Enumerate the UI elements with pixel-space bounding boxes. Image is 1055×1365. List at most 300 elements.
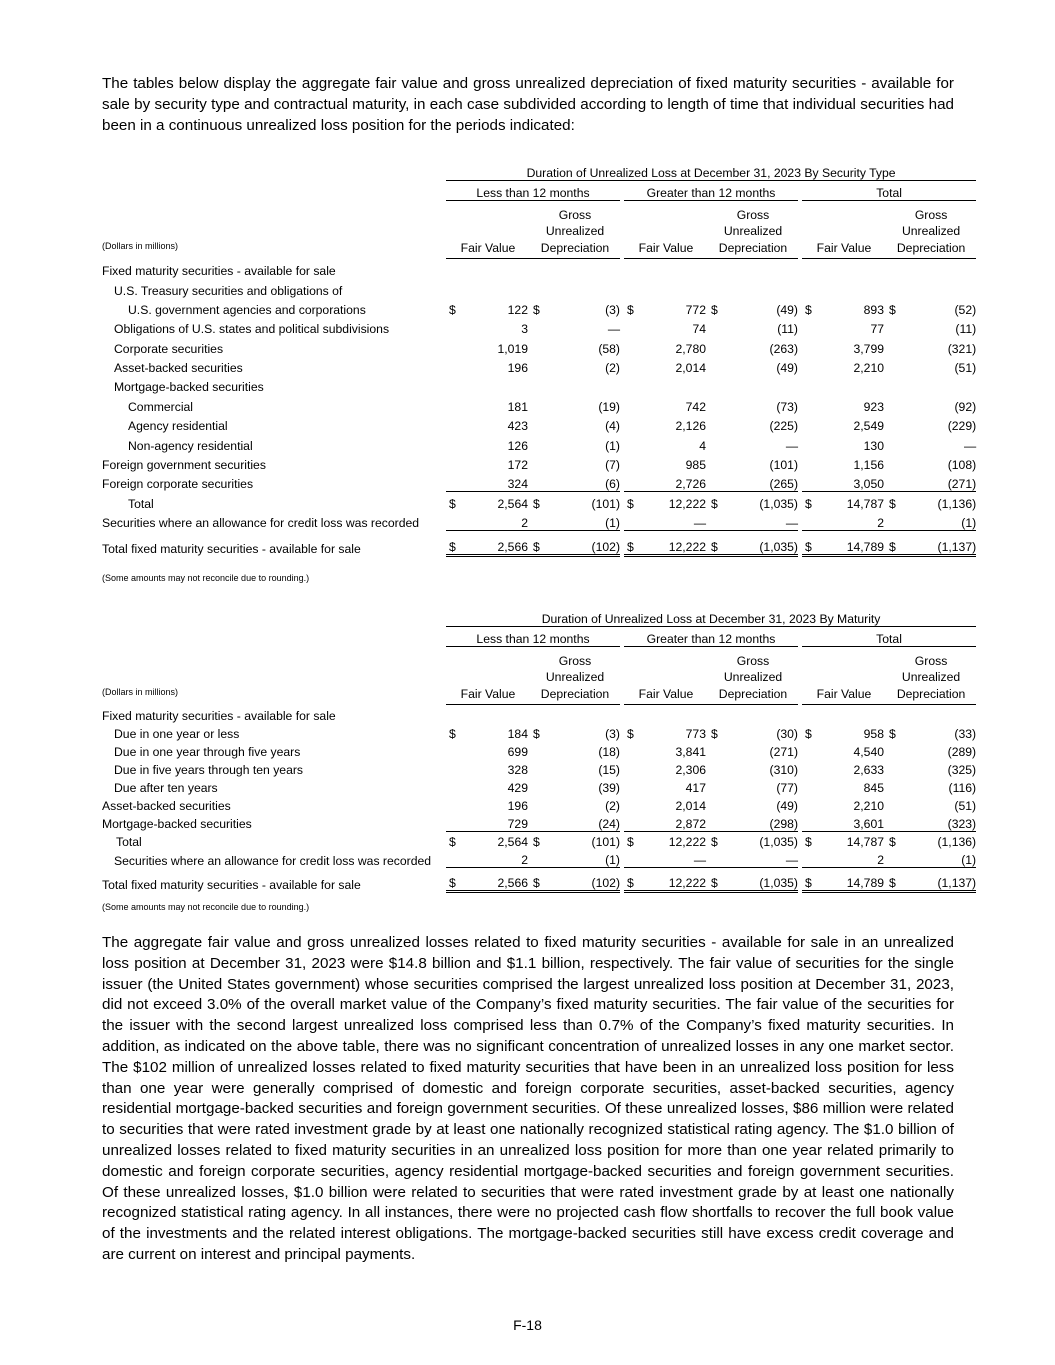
currency-cell [530,831,542,849]
table-row [102,511,976,530]
gross-unrealized-depreciation-header [708,201,798,259]
header-line: Gross [914,654,948,668]
currency-cell [530,433,542,452]
fair-value-cell: 14,787 [846,835,884,850]
currency-cell [530,795,542,813]
fair-value-header: Fair Value [624,201,708,259]
depreciation-cell: — [720,511,798,530]
depreciation-cell: — [785,438,798,453]
column-group-header: Less than 12 months [446,627,620,647]
depreciation-cell: (15) [598,763,620,778]
depreciation-cell: (49) [776,302,798,317]
depreciation-cell: (116) [948,781,977,796]
fair-value-cell: 1,019 [497,341,528,356]
depreciation-cell: (7) [605,458,620,473]
currency-cell [802,511,814,530]
gross-unrealized-depreciation-header [886,201,976,259]
currency-cell [708,375,720,394]
currency-cell [802,375,814,394]
currency-cell [624,741,636,759]
depreciation-cell: (1,035) [759,835,798,850]
depreciation-cell: — [963,438,977,453]
depreciation-cell: (51) [954,799,977,814]
depreciation-cell: (1,035) [759,496,798,511]
currency-cell [530,759,542,777]
fair-value-cell: 985 [685,458,706,473]
currency-cell [708,336,720,355]
currency-cell [708,795,720,813]
currency-cell [530,849,542,867]
currency-cell [624,705,636,723]
depreciation-cell: (229) [947,419,977,434]
header-line: Gross [558,654,592,668]
currency-cell [708,705,720,723]
fair-value-cell: 12,222 [668,496,706,511]
currency-cell [886,530,898,555]
currency-cell [530,259,542,278]
fair-value-cell: 2,210 [853,799,884,814]
currency-cell [802,453,814,472]
depreciation-cell: (2) [605,799,620,814]
currency-cell [886,375,898,394]
fair-value-cell: 2 [458,511,530,530]
currency-cell [624,723,636,741]
fair-value-cell: 772 [685,302,706,317]
fair-value-cell: 893 [863,302,884,317]
currency-cell [802,831,814,849]
depreciation-cell: (101) [591,496,620,511]
currency-cell [624,414,636,433]
currency-cell [624,298,636,317]
currency-cell [624,530,636,555]
units-label: (Dollars in millions) [102,687,179,698]
depreciation-cell: (271) [898,472,976,491]
dollar-sign: $ [711,496,718,511]
table-row [102,433,976,452]
row-label: Total [128,496,154,511]
currency-cell [446,723,458,741]
currency-cell [886,472,898,491]
header-line: Depreciation [540,240,610,255]
dollar-sign: $ [805,496,812,511]
depreciation-cell [898,375,976,394]
currency-cell [886,813,898,831]
currency-cell [624,356,636,375]
currency-cell [446,336,458,355]
currency-cell [446,394,458,413]
currency-cell [530,472,542,491]
depreciation-cell: (101) [591,835,620,850]
dollar-sign: $ [889,726,896,741]
currency-cell [886,336,898,355]
fair-value-cell: 3,841 [675,745,706,759]
fair-value-cell: 2,566 [458,530,530,555]
fair-value-cell [814,278,886,297]
fair-value-cell: 3,601 [814,813,886,831]
depreciation-cell: (1) [542,511,620,530]
currency-cell [530,868,542,892]
dollar-sign: $ [805,726,812,741]
depreciation-cell: (108) [947,458,977,473]
currency-cell [446,317,458,336]
currency-cell [708,741,720,759]
currency-cell [446,298,458,317]
fair-value-cell: 12,222 [668,835,706,850]
currency-cell [802,414,814,433]
currency-cell [886,298,898,317]
dollar-sign: $ [533,726,540,741]
intro-paragraph: The tables below display the aggregate fair value and gross unrealized depreciation of fixed maturity securities - available for sale by security type and contractual maturity, in each case subdivided according to length of time that individual securities had been in a continuous unrealized loss position for the periods indicated: [102,75,954,134]
depreciation-cell [720,705,798,723]
fair-value-cell: 196 [507,361,528,376]
dollar-sign: $ [711,876,718,891]
fair-value-cell: 181 [507,399,528,414]
fair-value-cell: 417 [685,781,706,796]
currency-cell [708,278,720,297]
currency-cell [802,759,814,777]
fair-value-cell: 122 [507,302,528,317]
fair-value-cell: 130 [863,438,884,453]
depreciation-cell: (325) [947,763,977,778]
dollar-sign: $ [711,540,718,555]
currency-cell [624,472,636,491]
dollar-sign: $ [805,302,812,317]
fair-value-cell: 2,566 [458,868,530,892]
column-group-header: Total [802,181,976,201]
row-label: Total fixed maturity securities - available for sale [102,877,361,892]
table-row [102,741,976,759]
currency-cell [624,336,636,355]
fair-value-header: Fair Value [446,201,530,259]
page-number: F-18 [513,1317,542,1333]
fair-value-cell [458,705,530,723]
depreciation-cell: (298) [720,813,798,831]
depreciation-cell: (24) [542,813,620,831]
fair-value-cell: 958 [863,726,884,741]
table-row [102,530,976,555]
currency-cell [530,414,542,433]
currency-cell [446,813,458,831]
fair-value-cell: 2 [814,849,886,867]
currency-cell [624,375,636,394]
currency-cell [802,868,814,892]
currency-cell [708,831,720,849]
fair-value-cell: 2,726 [636,472,708,491]
currency-cell [802,336,814,355]
depreciation-cell: (1) [898,849,976,867]
table-row [102,813,976,831]
currency-cell [802,491,814,510]
currency-cell [530,491,542,510]
dollar-sign: $ [889,496,896,511]
currency-cell [530,705,542,723]
currency-cell [886,511,898,530]
depreciation-cell: (49) [776,361,798,376]
currency-cell [802,317,814,336]
depreciation-cell [542,705,620,723]
table-row [102,414,976,433]
currency-cell [802,298,814,317]
dollar-sign: $ [627,876,634,891]
currency-cell [708,356,720,375]
fair-value-cell: 126 [507,438,528,453]
dollar-sign: $ [533,540,540,555]
depreciation-cell: (33) [954,726,977,741]
dollar-sign: $ [627,726,634,741]
fair-value-cell: 2,780 [675,341,706,356]
dollar-sign: $ [889,302,896,317]
currency-cell [446,433,458,452]
table-row [102,705,976,723]
currency-cell [446,795,458,813]
depreciation-cell [542,278,620,297]
fair-value-cell: 12,222 [636,868,708,892]
depreciation-cell: (4) [605,419,620,434]
header-line: Unrealized [901,224,961,239]
currency-cell [802,723,814,741]
fair-value-cell: 1,156 [853,458,884,473]
currency-cell [802,777,814,795]
dollar-sign: $ [449,835,456,850]
currency-cell [446,741,458,759]
currency-cell [886,705,898,723]
currency-cell [530,336,542,355]
currency-cell [624,278,636,297]
currency-cell [530,394,542,413]
table-row [102,759,976,777]
depreciation-cell: (2) [605,361,620,376]
currency-cell [530,453,542,472]
fair-value-cell [458,278,530,297]
currency-cell [886,453,898,472]
header-line: Unrealized [723,224,783,239]
row-label: Due after ten years [114,781,218,796]
currency-cell [624,831,636,849]
depreciation-cell: — [607,322,620,337]
currency-cell [530,530,542,555]
fair-value-header: Fair Value [802,201,886,259]
currency-cell [446,530,458,555]
depreciation-cell: (3) [605,726,620,741]
fair-value-cell [636,278,708,297]
header-line: Depreciation [718,686,788,701]
fair-value-cell: 3,050 [814,472,886,491]
depreciation-cell: (19) [598,399,620,414]
currency-cell [886,414,898,433]
header-line: Gross [914,208,948,222]
dollar-sign: $ [805,540,812,555]
currency-cell [530,317,542,336]
currency-cell [446,414,458,433]
currency-cell [624,511,636,530]
table1-footnote: (Some amounts may not reconcile due to rounding.) [102,573,310,583]
currency-cell [708,414,720,433]
currency-cell [530,278,542,297]
currency-cell [624,777,636,795]
currency-cell [886,278,898,297]
gross-unrealized-depreciation-header [530,647,620,705]
units-label: (Dollars in millions) [102,241,179,252]
dollar-sign: $ [449,726,456,741]
depreciation-cell: (263) [769,341,798,356]
row-label: U.S. Treasury securities and obligations of [114,283,343,298]
currency-cell [530,723,542,741]
dollar-sign: $ [627,302,634,317]
depreciation-cell [542,259,620,278]
currency-cell [530,298,542,317]
fair-value-cell [814,259,886,278]
currency-cell [624,259,636,278]
currency-cell [886,849,898,867]
currency-cell [446,868,458,892]
currency-cell [886,868,898,892]
currency-cell [446,356,458,375]
currency-cell [446,375,458,394]
currency-cell [446,278,458,297]
currency-cell [624,394,636,413]
fair-value-cell [458,259,530,278]
depreciation-cell: (1,136) [937,835,977,850]
table-row [102,375,976,394]
currency-cell [886,317,898,336]
fair-value-cell [636,375,708,394]
fair-value-cell: 12,222 [636,530,708,555]
depreciation-cell: (92) [954,399,977,414]
fair-value-cell: 742 [685,399,706,414]
row-label: Due in five years through ten years [114,763,304,778]
depreciation-cell: (321) [947,341,977,356]
row-label: Securities where an allowance for credit loss was recorded [102,516,420,531]
fair-value-cell: 74 [692,322,706,337]
security-type-table [102,161,976,557]
column-group-header: Total [802,627,976,647]
fair-value-cell: 172 [507,458,528,473]
table-row [102,491,976,510]
fair-value-cell: 14,789 [814,868,886,892]
depreciation-cell: (1,035) [720,868,798,892]
depreciation-cell: (1,035) [720,530,798,555]
table2-footnote: (Some amounts may not reconcile due to rounding.) [102,902,310,912]
table-row [102,777,976,795]
fair-value-cell: 14,787 [846,496,884,511]
fair-value-cell: 423 [507,419,528,434]
depreciation-cell: (58) [598,341,620,356]
depreciation-cell: (39) [598,781,620,796]
fair-value-cell: — [636,511,708,530]
currency-cell [446,491,458,510]
depreciation-cell: (30) [776,726,798,741]
header-line: Gross [558,208,592,222]
currency-cell [446,453,458,472]
table-row [102,723,976,741]
fair-value-cell: — [636,849,708,867]
dollar-sign: $ [449,540,456,555]
currency-cell [708,472,720,491]
dollar-sign: $ [449,496,456,511]
dollar-sign: $ [449,876,456,891]
fair-value-cell: 4 [699,438,706,453]
row-label: Corporate securities [114,341,224,356]
table-row [102,336,976,355]
currency-cell [708,759,720,777]
currency-cell [708,777,720,795]
row-label: Commercial [128,399,194,414]
currency-cell [446,849,458,867]
dollar-sign: $ [533,302,540,317]
column-group-header: Greater than 12 months [624,181,798,201]
depreciation-cell: (225) [769,419,798,434]
dollar-sign: $ [449,302,456,317]
currency-cell [802,433,814,452]
fair-value-cell: 2,014 [675,799,706,814]
currency-cell [802,741,814,759]
fair-value-cell: 2,564 [497,496,528,511]
header-line: Depreciation [896,686,966,701]
depreciation-cell: (52) [954,302,977,317]
depreciation-cell: (73) [776,399,798,414]
currency-cell [446,472,458,491]
row-label: Asset-backed securities [102,799,231,814]
currency-cell [530,356,542,375]
dollar-sign: $ [711,302,718,317]
table-title: Duration of Unrealized Loss at December 31, 2023 By Security Type [446,161,976,181]
table-row [102,394,976,413]
currency-cell [708,723,720,741]
currency-cell [624,453,636,472]
depreciation-cell: (310) [769,763,798,778]
currency-cell [802,813,814,831]
currency-cell [708,530,720,555]
currency-cell [802,849,814,867]
depreciation-cell: (1,136) [937,496,977,511]
header-line: Unrealized [545,224,605,239]
currency-cell [446,705,458,723]
depreciation-cell: (102) [542,530,620,555]
dollar-sign: $ [711,726,718,741]
fair-value-cell: 2,564 [497,835,528,850]
currency-cell [886,356,898,375]
currency-cell [886,831,898,849]
depreciation-cell [542,375,620,394]
fair-value-cell [814,375,886,394]
table-row [102,868,976,892]
currency-cell [708,491,720,510]
currency-cell [708,453,720,472]
header-line: Depreciation [896,240,966,255]
fair-value-cell: 2,549 [853,419,884,434]
header-line: Unrealized [723,670,783,685]
dollar-sign: $ [533,876,540,891]
row-label: Foreign government securities [102,458,266,473]
currency-cell [446,759,458,777]
currency-cell [708,511,720,530]
currency-cell [886,433,898,452]
depreciation-cell [898,259,976,278]
depreciation-cell: (289) [947,745,977,759]
depreciation-cell: (77) [776,781,798,796]
currency-cell [802,530,814,555]
row-label: Foreign corporate securities [102,477,254,492]
column-group-header: Greater than 12 months [624,627,798,647]
currency-cell [624,868,636,892]
row-label: Fixed maturity securities - available for sale [102,708,336,723]
table-row [102,259,976,278]
depreciation-cell: (51) [954,361,977,376]
dollar-sign: $ [889,540,896,555]
currency-cell [886,723,898,741]
fair-value-cell: 773 [685,726,706,741]
dollar-sign: $ [533,835,540,850]
